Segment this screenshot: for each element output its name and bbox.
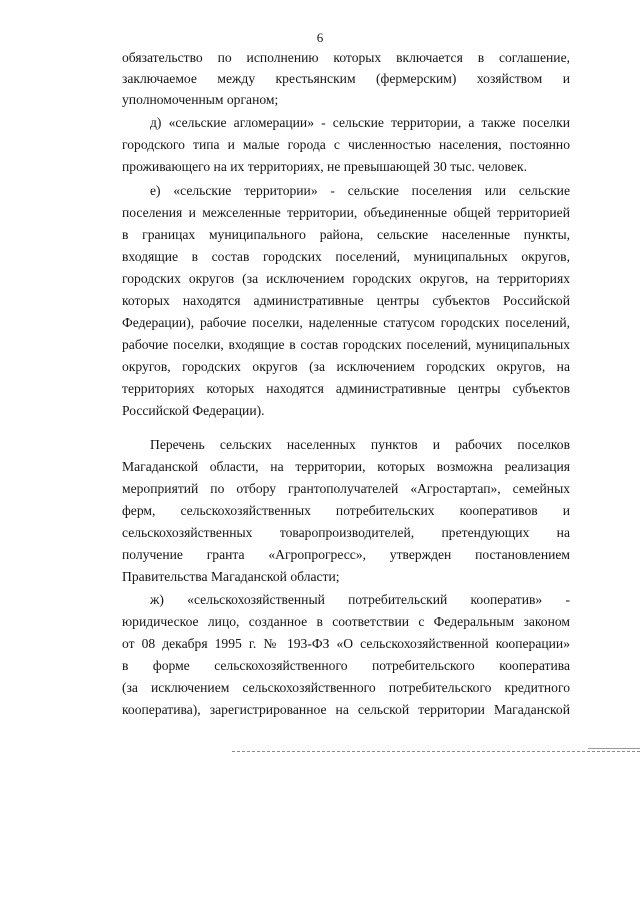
text-line: от 08 декабря 1995 г. № 193-ФЗ «О сельскохозяйственной кооперации» xyxy=(122,636,570,651)
text-line: юридическое лицо, созданное в соответствии с Федеральным законом xyxy=(122,614,570,629)
text-line: поселения и межселенные территории, объединенные общей территорией xyxy=(122,205,570,220)
text-line: уполномоченным органом; xyxy=(122,92,279,107)
text-line: ферм, сельскохозяйственных потребительских кооперативов и xyxy=(122,503,570,518)
text-line: в границах муниципального района, сельские населенные пункты, xyxy=(122,227,570,242)
text-line: Федерации), рабочие поселки, наделенные статусом городских поселений, xyxy=(122,315,570,330)
text-line: городских округов (за исключением городских округов, на территориях xyxy=(122,271,570,286)
page-number: 6 xyxy=(316,30,324,45)
text-line: Правительства Магаданской области; xyxy=(122,569,340,584)
scan-artifact-line xyxy=(588,748,640,749)
text-line: получение гранта «Агропрогресс», утвержден постановлением xyxy=(122,547,570,562)
text-line: территориях которых находятся административные центры субъектов xyxy=(122,381,570,396)
text-line: мероприятий по отбору грантополучателей «Агростартап», семейных xyxy=(122,481,570,496)
text-line: Магаданской области, на территории, которых возможна реализация xyxy=(122,459,570,474)
text-line: которых находятся административные центры субъектов Российской xyxy=(122,293,570,308)
text-line: ж) «сельскохозяйственный потребительский кооператив» - xyxy=(150,592,570,607)
text-line: Перечень сельских населенных пунктов и рабочих поселков xyxy=(150,437,570,452)
text-line: округов, городских округов (за исключением городских округов, на xyxy=(122,359,570,374)
scan-artifact-line xyxy=(232,751,640,752)
text-line: (за исключением сельскохозяйственного потребительского кредитного xyxy=(122,680,570,695)
text-line: е) «сельские территории» - сельские поселения или сельские xyxy=(150,183,570,198)
text-line: проживающего на их территориях, не превышающей 30 тыс. человек. xyxy=(122,159,527,174)
text-line: обязательство по исполнению которых включается в соглашение, xyxy=(122,50,570,65)
text-line: Российской Федерации). xyxy=(122,403,265,418)
text-line: сельскохозяйственных товаропроизводителей, претендующих на xyxy=(122,525,570,540)
text-line: кооператива), зарегистрированное на сельской территории Магаданской xyxy=(122,702,570,717)
text-line: входящие в состав городских поселений, муниципальных округов, xyxy=(122,249,570,264)
text-line: д) «сельские агломерации» - сельские территории, а также поселки xyxy=(150,115,570,130)
text-line: городского типа и малые города с численностью населения, постоянно xyxy=(122,137,570,152)
text-line: рабочие поселки, входящие в состав городских поселений, муниципальных xyxy=(122,337,570,352)
text-line: заключаемое между крестьянским (фермерским) хозяйством и xyxy=(122,71,570,86)
text-line: в форме сельскохозяйственного потребительского кооператива xyxy=(122,658,570,673)
